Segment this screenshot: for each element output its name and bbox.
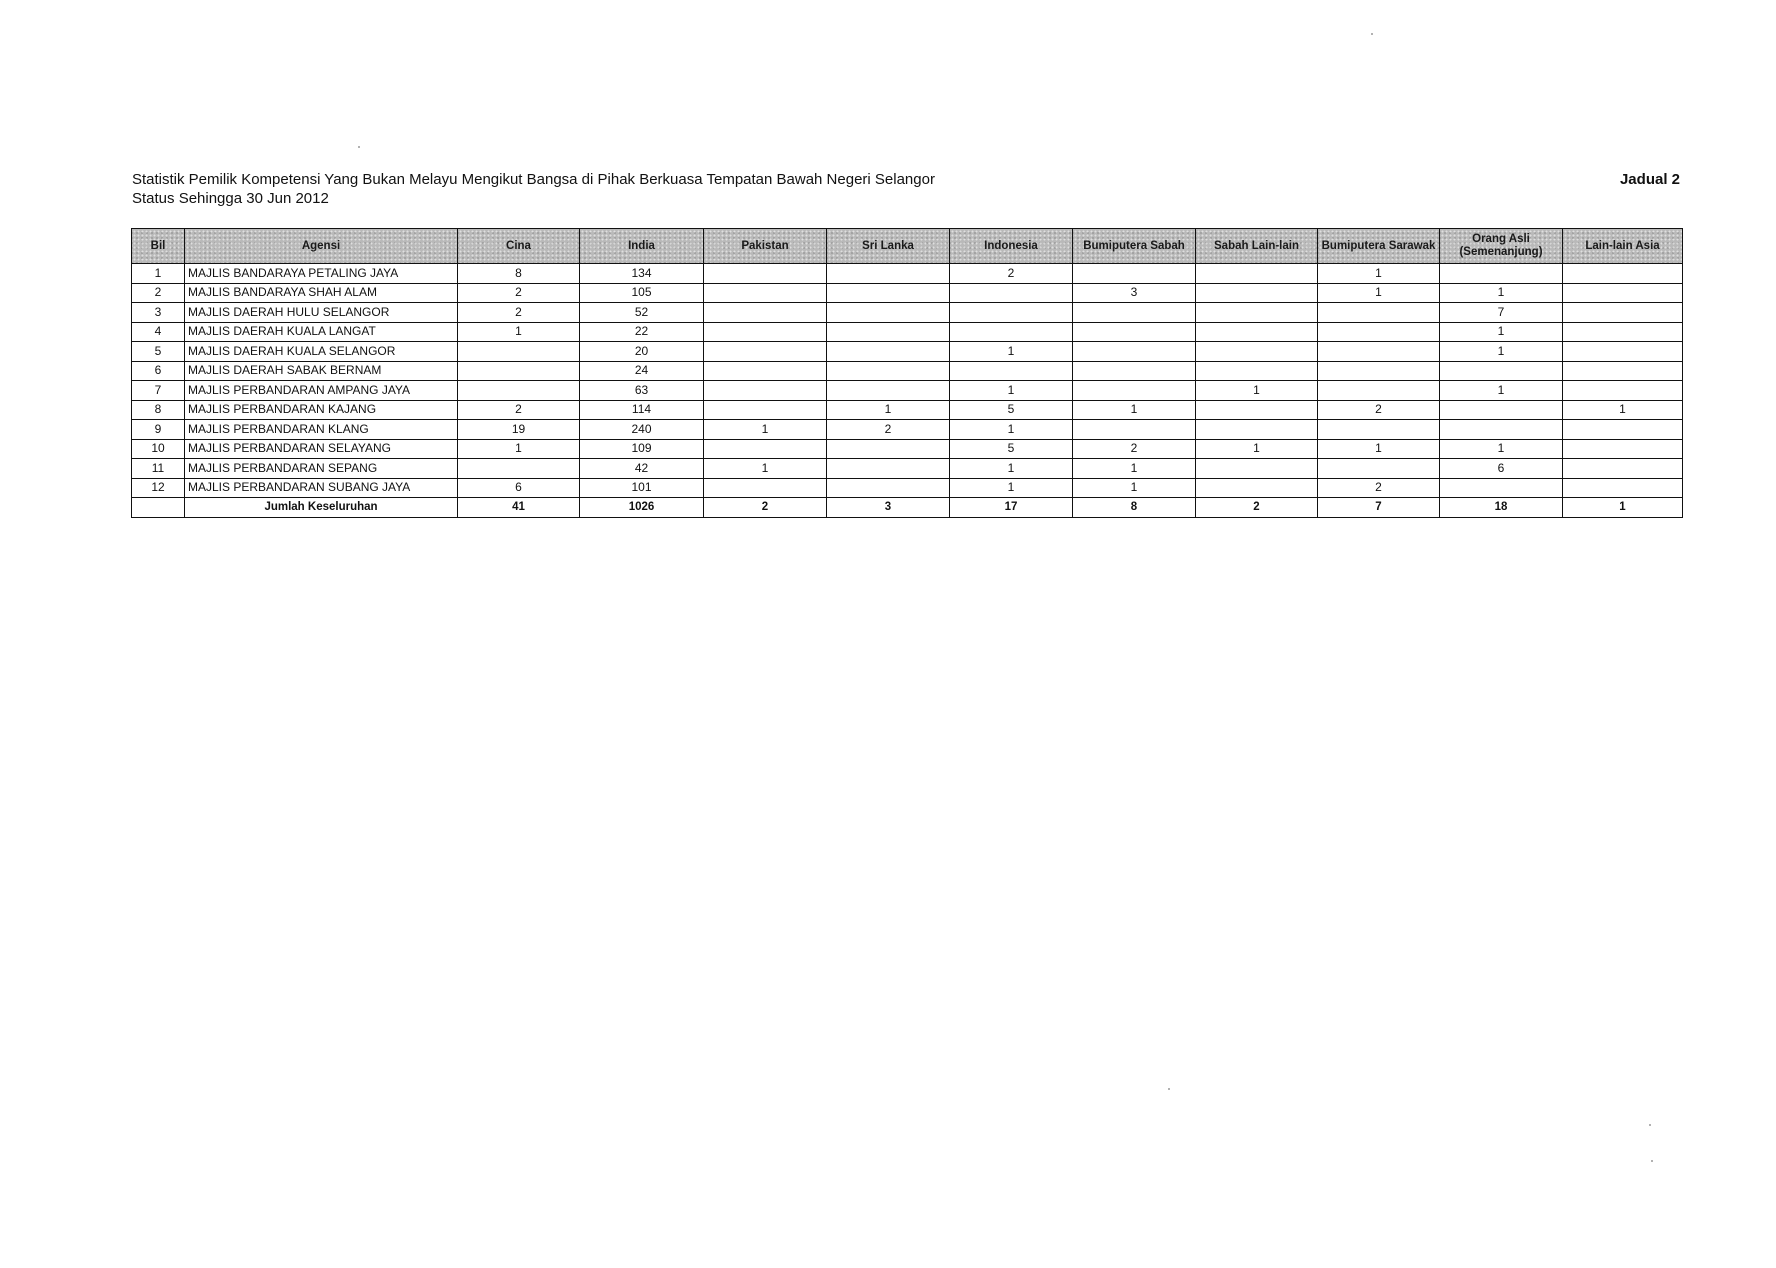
count-cell xyxy=(704,400,827,420)
count-cell xyxy=(1196,264,1318,284)
column-header: Pakistan xyxy=(704,229,827,264)
count-cell xyxy=(1440,420,1563,440)
table-row xyxy=(132,381,1683,401)
count-cell: 2 xyxy=(458,303,580,323)
column-header: India xyxy=(580,229,704,264)
table-row xyxy=(132,459,1683,479)
count-cell: 105 xyxy=(580,283,704,303)
count-cell: 3 xyxy=(827,498,950,518)
table-row xyxy=(132,400,1683,420)
count-cell: 24 xyxy=(580,361,704,381)
count-cell xyxy=(1073,264,1196,284)
count-cell: 8 xyxy=(458,264,580,284)
count-cell: 22 xyxy=(580,322,704,342)
column-header: Sri Lanka xyxy=(827,229,950,264)
count-cell: 1 xyxy=(704,420,827,440)
count-cell: 1 xyxy=(950,478,1073,498)
count-cell xyxy=(1563,264,1683,284)
count-cell xyxy=(458,342,580,362)
count-cell xyxy=(1440,478,1563,498)
scan-speck xyxy=(1371,33,1373,35)
count-cell xyxy=(1563,322,1683,342)
row-number-cell: 8 xyxy=(132,400,185,420)
count-cell: 1 xyxy=(1073,400,1196,420)
column-header: Indonesia xyxy=(950,229,1073,264)
count-cell xyxy=(704,303,827,323)
count-cell xyxy=(1440,361,1563,381)
agency-cell: MAJLIS PERBANDARAN SELAYANG xyxy=(185,439,458,459)
count-cell: 2 xyxy=(1073,439,1196,459)
count-cell: 2 xyxy=(458,400,580,420)
count-cell: 1 xyxy=(950,459,1073,479)
agency-cell: MAJLIS PERBANDARAN SUBANG JAYA xyxy=(185,478,458,498)
count-cell xyxy=(1196,459,1318,479)
count-cell: 1 xyxy=(950,420,1073,440)
column-header: Lain-lain Asia xyxy=(1563,229,1683,264)
agency-cell: MAJLIS DAERAH HULU SELANGOR xyxy=(185,303,458,323)
count-cell: 8 xyxy=(1073,498,1196,518)
count-cell xyxy=(704,283,827,303)
count-cell: 3 xyxy=(1073,283,1196,303)
count-cell: 5 xyxy=(950,439,1073,459)
scan-speck xyxy=(1649,1124,1651,1126)
count-cell xyxy=(1440,400,1563,420)
count-cell xyxy=(950,283,1073,303)
scan-speck xyxy=(1168,1088,1170,1090)
row-number-cell: 6 xyxy=(132,361,185,381)
count-cell xyxy=(1073,420,1196,440)
count-cell: 19 xyxy=(458,420,580,440)
count-cell xyxy=(1563,420,1683,440)
column-header: Orang Asli (Semenanjung) xyxy=(1440,229,1563,264)
column-header: Bumiputera Sarawak xyxy=(1318,229,1440,264)
count-cell: 2 xyxy=(1318,400,1440,420)
count-cell xyxy=(950,322,1073,342)
count-cell xyxy=(950,303,1073,323)
agency-cell: MAJLIS DAERAH SABAK BERNAM xyxy=(185,361,458,381)
count-cell: 2 xyxy=(1196,498,1318,518)
row-number-cell: 7 xyxy=(132,381,185,401)
count-cell: 1 xyxy=(458,322,580,342)
count-cell: 134 xyxy=(580,264,704,284)
count-cell xyxy=(1073,361,1196,381)
agency-cell: MAJLIS BANDARAYA PETALING JAYA xyxy=(185,264,458,284)
count-cell: 1 xyxy=(1440,381,1563,401)
count-cell: 1026 xyxy=(580,498,704,518)
count-cell: 114 xyxy=(580,400,704,420)
row-number-cell: 11 xyxy=(132,459,185,479)
count-cell xyxy=(1563,283,1683,303)
count-cell: 1 xyxy=(1196,439,1318,459)
table-header xyxy=(132,229,1683,264)
count-cell: 1 xyxy=(1196,381,1318,401)
count-cell xyxy=(1563,303,1683,323)
document-title: Statistik Pemilik Kompetensi Yang Bukan Melayu Mengikut Bangsa di Pihak Berkuasa Tempatan Bawah Negeri Selangor xyxy=(132,171,935,188)
count-cell: 1 xyxy=(1440,439,1563,459)
count-cell: 17 xyxy=(950,498,1073,518)
count-cell: 2 xyxy=(458,283,580,303)
count-cell xyxy=(827,439,950,459)
count-cell xyxy=(704,361,827,381)
count-cell xyxy=(1073,342,1196,362)
table-row xyxy=(132,303,1683,323)
row-number-cell: 1 xyxy=(132,264,185,284)
row-number-cell: 9 xyxy=(132,420,185,440)
count-cell xyxy=(950,361,1073,381)
count-cell xyxy=(1318,303,1440,323)
count-cell: 2 xyxy=(950,264,1073,284)
agency-cell: MAJLIS PERBANDARAN SEPANG xyxy=(185,459,458,479)
row-number-cell: 12 xyxy=(132,478,185,498)
statistics-table xyxy=(131,228,1683,518)
count-cell: 2 xyxy=(1318,478,1440,498)
row-number-cell: 3 xyxy=(132,303,185,323)
count-cell: 1 xyxy=(1440,342,1563,362)
table-row xyxy=(132,283,1683,303)
count-cell: 42 xyxy=(580,459,704,479)
count-cell xyxy=(1196,322,1318,342)
count-cell: 52 xyxy=(580,303,704,323)
document-subtitle: Status Sehingga 30 Jun 2012 xyxy=(132,190,329,207)
count-cell: 240 xyxy=(580,420,704,440)
document-header xyxy=(132,170,1680,208)
table-row xyxy=(132,264,1683,284)
count-cell: 1 xyxy=(1073,459,1196,479)
total-row xyxy=(132,498,1683,518)
count-cell xyxy=(704,381,827,401)
count-cell xyxy=(1440,264,1563,284)
header-row xyxy=(132,229,1683,264)
count-cell xyxy=(1196,303,1318,323)
table-row xyxy=(132,439,1683,459)
count-cell: 1 xyxy=(827,400,950,420)
row-number-cell: 10 xyxy=(132,439,185,459)
count-cell xyxy=(1318,420,1440,440)
table-row xyxy=(132,420,1683,440)
count-cell xyxy=(1563,459,1683,479)
count-cell: 1 xyxy=(1318,439,1440,459)
count-cell xyxy=(827,478,950,498)
count-cell: 2 xyxy=(704,498,827,518)
count-cell xyxy=(827,381,950,401)
count-cell xyxy=(1563,478,1683,498)
count-cell: 6 xyxy=(1440,459,1563,479)
count-cell xyxy=(704,264,827,284)
agency-cell: MAJLIS PERBANDARAN KLANG xyxy=(185,420,458,440)
count-cell: 1 xyxy=(704,459,827,479)
table-row xyxy=(132,361,1683,381)
row-number-cell: 4 xyxy=(132,322,185,342)
count-cell: 1 xyxy=(1440,283,1563,303)
column-header: Bil xyxy=(132,229,185,264)
count-cell xyxy=(1318,361,1440,381)
count-cell: 20 xyxy=(580,342,704,362)
column-header: Bumiputera Sabah xyxy=(1073,229,1196,264)
count-cell xyxy=(827,283,950,303)
count-cell xyxy=(1196,361,1318,381)
count-cell xyxy=(1196,342,1318,362)
count-cell: 63 xyxy=(580,381,704,401)
row-number-cell: 5 xyxy=(132,342,185,362)
count-cell xyxy=(704,439,827,459)
count-cell xyxy=(1073,381,1196,401)
table-row xyxy=(132,478,1683,498)
count-cell xyxy=(704,322,827,342)
count-cell: 18 xyxy=(1440,498,1563,518)
scan-speck xyxy=(1651,1160,1653,1162)
count-cell xyxy=(458,361,580,381)
row-number-cell xyxy=(132,498,185,518)
agency-cell: MAJLIS DAERAH KUALA LANGAT xyxy=(185,322,458,342)
count-cell xyxy=(827,322,950,342)
count-cell: 1 xyxy=(950,342,1073,362)
count-cell xyxy=(458,459,580,479)
table-row xyxy=(132,322,1683,342)
agency-cell: MAJLIS PERBANDARAN AMPANG JAYA xyxy=(185,381,458,401)
column-header: Agensi xyxy=(185,229,458,264)
count-cell: 109 xyxy=(580,439,704,459)
count-cell: 7 xyxy=(1318,498,1440,518)
count-cell xyxy=(1318,459,1440,479)
count-cell xyxy=(827,303,950,323)
count-cell: 1 xyxy=(1563,400,1683,420)
count-cell xyxy=(1318,381,1440,401)
count-cell xyxy=(1073,303,1196,323)
count-cell xyxy=(1318,322,1440,342)
row-number-cell: 2 xyxy=(132,283,185,303)
count-cell xyxy=(827,342,950,362)
count-cell xyxy=(827,264,950,284)
table-body xyxy=(132,264,1683,518)
count-cell: 41 xyxy=(458,498,580,518)
count-cell xyxy=(1196,420,1318,440)
count-cell xyxy=(1073,322,1196,342)
count-cell xyxy=(458,381,580,401)
count-cell: 1 xyxy=(1440,322,1563,342)
count-cell xyxy=(1563,439,1683,459)
count-cell: 7 xyxy=(1440,303,1563,323)
agency-cell: MAJLIS BANDARAYA SHAH ALAM xyxy=(185,283,458,303)
count-cell xyxy=(1196,283,1318,303)
count-cell xyxy=(704,478,827,498)
count-cell: 1 xyxy=(1073,478,1196,498)
count-cell: 101 xyxy=(580,478,704,498)
count-cell xyxy=(827,459,950,479)
count-cell xyxy=(1563,381,1683,401)
column-header: Sabah Lain-lain xyxy=(1196,229,1318,264)
count-cell: 1 xyxy=(950,381,1073,401)
count-cell: 1 xyxy=(1563,498,1683,518)
count-cell: 1 xyxy=(1318,283,1440,303)
count-cell xyxy=(1563,342,1683,362)
table-row xyxy=(132,342,1683,362)
count-cell xyxy=(1196,478,1318,498)
table-label: Jadual 2 xyxy=(1619,171,1680,188)
count-cell xyxy=(1318,342,1440,362)
count-cell: 6 xyxy=(458,478,580,498)
scan-speck xyxy=(358,146,360,148)
count-cell: 5 xyxy=(950,400,1073,420)
count-cell: 2 xyxy=(827,420,950,440)
count-cell xyxy=(704,342,827,362)
count-cell xyxy=(1563,361,1683,381)
agency-cell: MAJLIS PERBANDARAN KAJANG xyxy=(185,400,458,420)
agency-cell: Jumlah Keseluruhan xyxy=(185,498,458,518)
count-cell xyxy=(827,361,950,381)
agency-cell: MAJLIS DAERAH KUALA SELANGOR xyxy=(185,342,458,362)
count-cell: 1 xyxy=(1318,264,1440,284)
count-cell xyxy=(1196,400,1318,420)
count-cell: 1 xyxy=(458,439,580,459)
column-header: Cina xyxy=(458,229,580,264)
